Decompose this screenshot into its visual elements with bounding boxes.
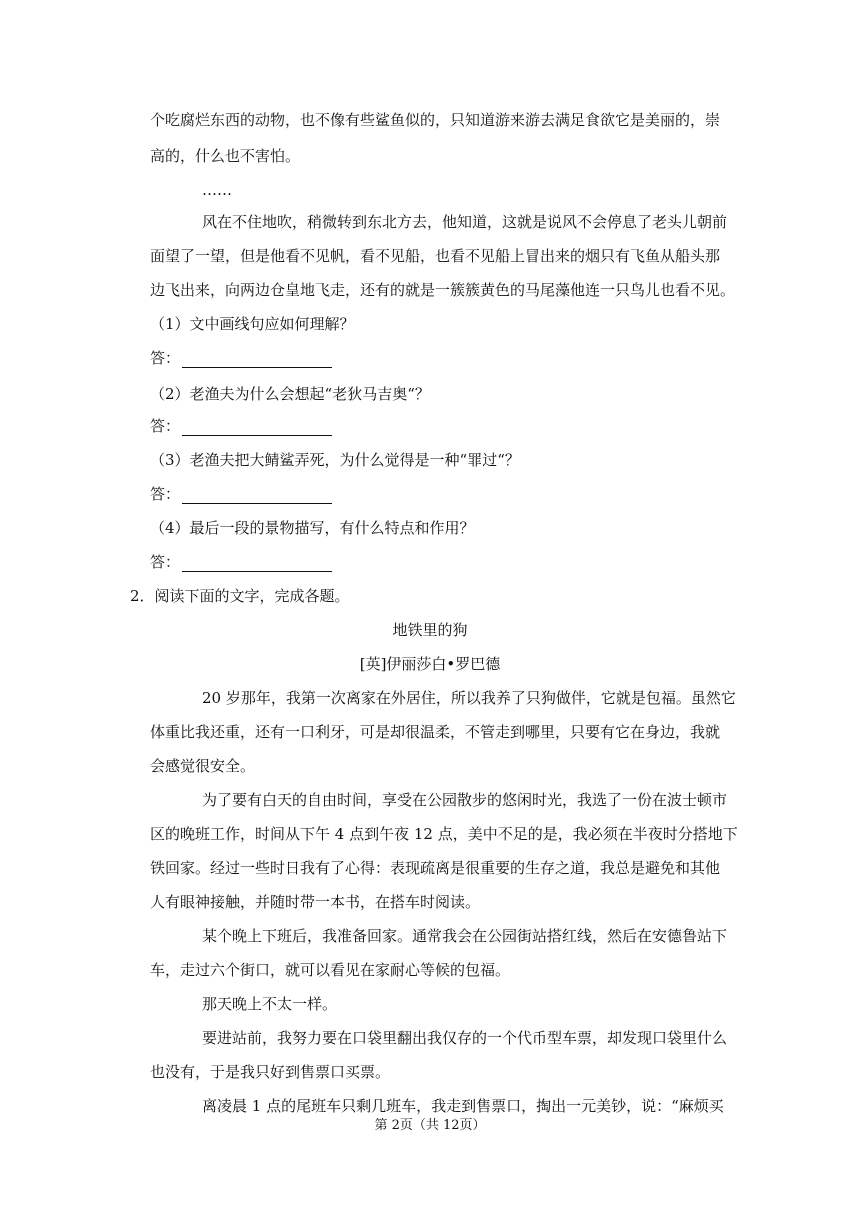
question-2: （2）老渔夫为什么会想起“老狄马吉奥“？ — [150, 385, 430, 403]
paragraph-line: 人有眼神接触，并随时带一本书，在搭车时阅读。 — [150, 893, 481, 911]
answer-label: 答： — [150, 417, 181, 435]
article-author: [英]伊丽莎白•罗巴德 — [359, 655, 501, 673]
answer-line-2 — [150, 416, 730, 436]
answer-blank[interactable] — [182, 486, 332, 504]
paragraph-line: 也没有，于是我只好到售票口买票。 — [150, 1063, 391, 1081]
page-footer: 第 2页（共 12页） — [374, 1118, 486, 1133]
paragraph-line: 区的晚班工作，时间从下午 4 点到午夜 12 点，美中不足的是，我必须在半夜时分搭地下 — [150, 825, 738, 843]
paragraph-line: 会感觉很安全。 — [150, 757, 256, 775]
paragraph-line: 要进站前，我努力要在口袋里翻出我仅存的一个代币型车票，却发现口袋里什么 — [202, 1029, 728, 1047]
paragraph-line: 20 岁那年，我第一次离家在外居住，所以我养了只狗做伴，它就是包福。虽然它 — [202, 689, 736, 707]
answer-label: 答： — [150, 485, 181, 503]
passage-line: 高的，什么也不害怕。 — [150, 147, 301, 165]
passage-line: 个吃腐烂东西的动物，也不像有些鲨鱼似的，只知道游来游去满足食欲它是美丽的，崇 — [150, 111, 721, 129]
section-heading: 2．阅读下面的文字，完成各题。 — [130, 587, 350, 605]
paragraph-line: 某个晚上下班后，我准备回家。通常我会在公园街站搭红线，然后在安德鲁站下 — [202, 927, 728, 945]
paragraph-line: 体重比我还重，还有一口利牙，可是却很温柔，不管走到哪里，只要有它在身边，我就 — [150, 723, 721, 741]
answer-blank[interactable] — [182, 554, 332, 572]
article-title: 地铁里的狗 — [392, 621, 468, 639]
passage-line: 风在不住地吹，稍微转到东北方去，他知道，这就是说风不会停息了老头儿朝前 — [202, 213, 728, 231]
passage-line: 边飞出来，向两边仓皇地飞走，还有的就是一簇簇黄色的马尾藻他连一只鸟儿也看不见。 — [150, 281, 736, 299]
answer-blank[interactable] — [182, 350, 332, 368]
answer-label: 答： — [150, 349, 181, 367]
passage-line: 面望了一望，但是他看不见帆，看不见船，也看不见船上冒出来的烟只有飞鱼从船头那 — [150, 247, 721, 265]
answer-blank[interactable] — [182, 418, 332, 436]
answer-label: 答： — [150, 553, 181, 571]
paragraph-line: 为了要有白天的自由时间，享受在公园散步的悠闲时光，我选了一份在波士顿市 — [202, 791, 728, 809]
answer-line-4 — [150, 552, 730, 572]
paragraph-line: 离凌晨 1 点的尾班车只剩几班车，我走到售票口，掏出一元美钞，说：“麻烦买 — [202, 1097, 724, 1115]
answer-line-1 — [150, 348, 730, 368]
question-4: （4）最后一段的景物描写，有什么特点和作用？ — [150, 519, 475, 537]
ellipsis: …… — [202, 181, 232, 199]
answer-line-3 — [150, 484, 730, 504]
paragraph-line: 铁回家。经过一些时日我有了心得：表现疏离是很重要的生存之道，我总是避免和其他 — [150, 859, 721, 877]
paragraph-line: 那天晚上不太一样。 — [202, 995, 338, 1013]
paragraph-line: 车，走过六个街口，就可以看见在家耐心等候的包福。 — [150, 961, 511, 979]
question-3: （3）老渔夫把大鲭鲨弄死，为什么觉得是一种“罪过“？ — [150, 451, 520, 469]
question-1: （1）文中画线句应如何理解？ — [150, 315, 355, 333]
